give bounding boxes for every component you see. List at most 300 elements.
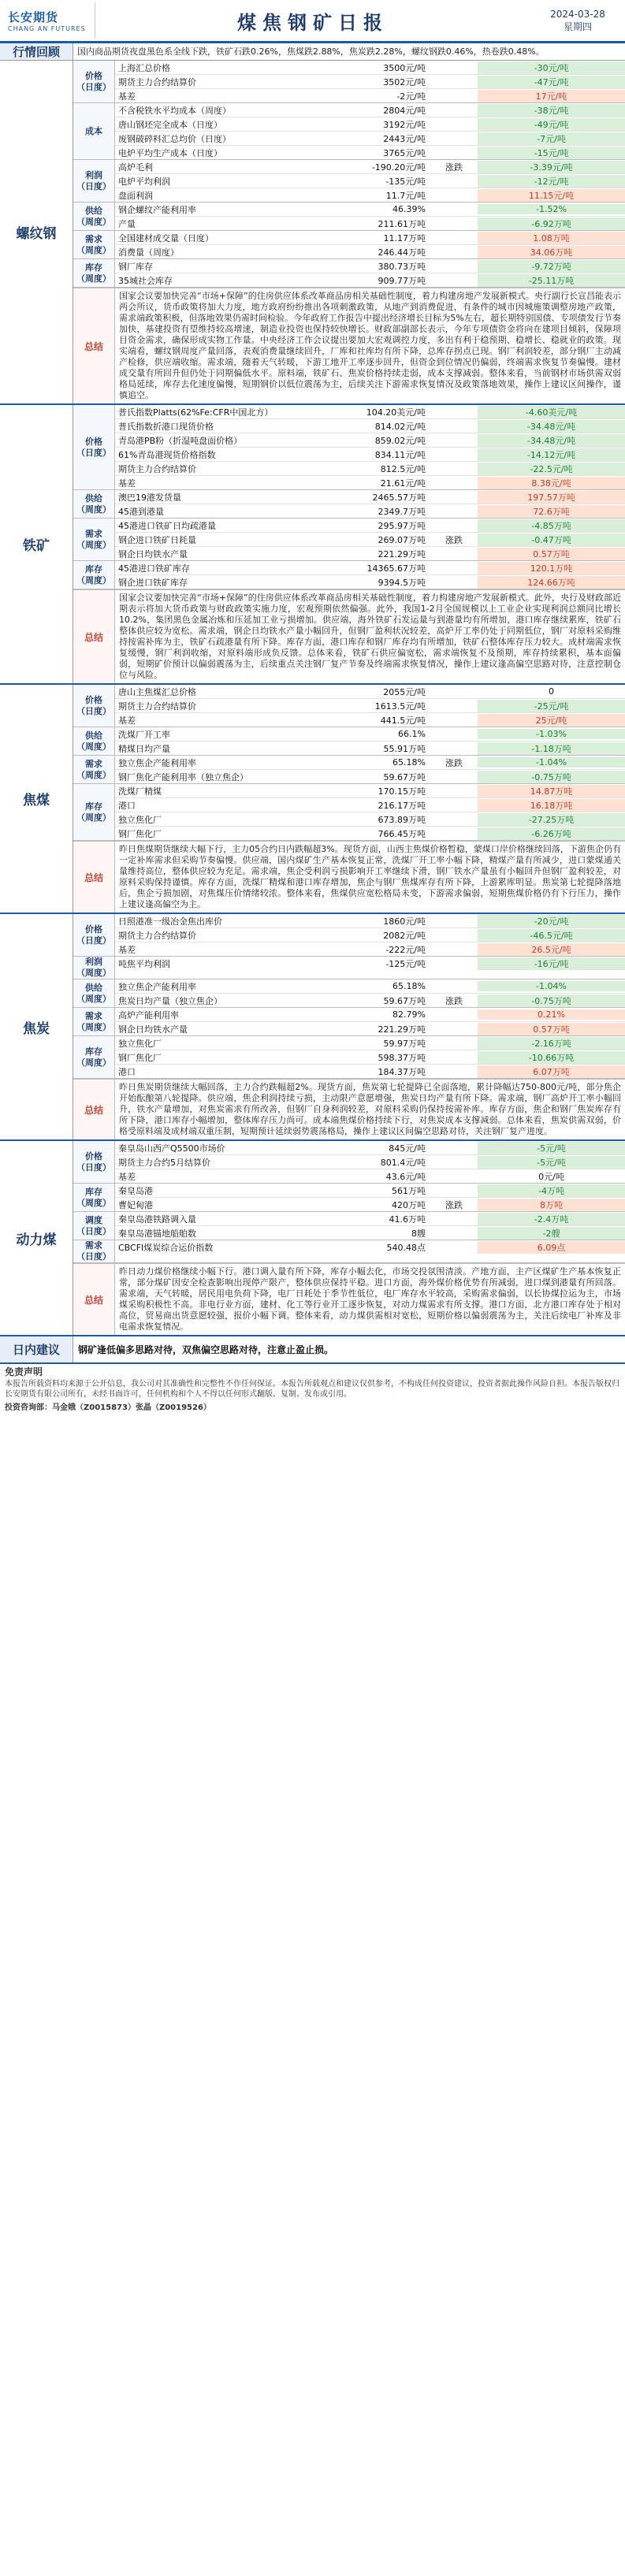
company-logo xyxy=(3,2,95,39)
table-row xyxy=(115,405,625,419)
metric-name: 青岛港PB粉（折湿吨盘面价格） xyxy=(118,435,243,446)
table-row xyxy=(115,203,625,217)
group-label: 库存 （周度） xyxy=(73,1184,115,1211)
analyst-info: 投资咨询部：马金娥（Z0015873）张晶（Z0019526） xyxy=(5,1403,211,1412)
table-row xyxy=(115,699,625,713)
metric-value: 1613.5元/吨 xyxy=(374,701,426,712)
section-summary xyxy=(73,288,625,403)
metric-change: 25元/吨 xyxy=(478,714,625,727)
summary-label: 总结 xyxy=(73,1080,115,1139)
metric-name: 盘面利润 xyxy=(118,190,153,201)
summary-label: 总结 xyxy=(73,842,115,913)
metric-name: 废钢破碎料汇总均价（日度） xyxy=(118,133,231,144)
metric-name: 港口 xyxy=(118,800,136,811)
section-body xyxy=(73,405,625,683)
metric-name: 上海汇总价格 xyxy=(118,62,170,73)
table-row xyxy=(115,89,625,102)
logo-cn: 长安期货 xyxy=(8,10,59,24)
group-label: 成本 xyxy=(73,103,115,159)
metric-change: -15元/吨 xyxy=(478,147,625,159)
metric-change: -0.47万吨 xyxy=(478,533,625,546)
metric-change: 120.1万吨 xyxy=(478,562,625,574)
metric-name: 高炉毛利 xyxy=(118,162,153,173)
group-label: 需求 （日度） xyxy=(73,1240,115,1262)
metric-name: 期货主力合约结算价 xyxy=(118,930,196,941)
summary-label: 总结 xyxy=(73,1264,115,1335)
metric-value: 46.39% xyxy=(392,204,426,214)
metric-value: 9394.5万吨 xyxy=(378,577,426,588)
metric-name: 独立焦企产能利用率 xyxy=(118,757,196,768)
metric-value: 598.37万吨 xyxy=(378,1052,426,1063)
metric-change: -25元/吨 xyxy=(478,700,625,712)
metric-change: -6.26万吨 xyxy=(478,827,625,840)
disclaimer xyxy=(0,1364,625,1416)
metric-value: 59.67万吨 xyxy=(383,995,426,1006)
table-row xyxy=(115,994,625,1007)
group-label: 价格 （日度） xyxy=(73,405,115,489)
metric-value: 673.89万吨 xyxy=(378,814,426,825)
table-row xyxy=(115,827,625,840)
table-row xyxy=(115,462,625,476)
metric-value: 43.6元/吨 xyxy=(385,1171,426,1182)
metric-name: 高炉产能利用率 xyxy=(118,1009,179,1020)
metric-change: -4.60美元/吨 xyxy=(478,406,625,418)
metric-change: -14.12元/吨 xyxy=(478,448,625,461)
metric-group xyxy=(73,203,625,231)
metric-name: 独立焦化厂 xyxy=(118,814,162,825)
metric-change: -5元/吨 xyxy=(478,1156,625,1169)
section-body xyxy=(73,61,625,403)
metric-change: 26.5元/吨 xyxy=(478,943,625,956)
table-row xyxy=(115,784,625,798)
metric-name: 曹妃甸港 xyxy=(118,1199,153,1210)
table-row xyxy=(115,1240,625,1254)
table-row xyxy=(115,188,625,202)
metric-change: -7元/吨 xyxy=(478,132,625,145)
metric-change: -0.75万吨 xyxy=(478,771,625,783)
section-summary xyxy=(73,841,625,913)
metric-value: 3502元/吨 xyxy=(383,76,426,87)
group-label: 库存 （周度） xyxy=(73,784,115,840)
section-rebar xyxy=(0,61,625,405)
metric-name: 普氏指数折港口现货价格 xyxy=(118,421,214,432)
metric-value: 845元/吨 xyxy=(389,1143,426,1154)
group-label: 供给 （周度） xyxy=(73,490,115,518)
metric-name: 钢企日均铁水产量 xyxy=(118,548,188,559)
metric-value: -2元/吨 xyxy=(396,91,426,102)
metric-value: 2465.57万吨 xyxy=(372,492,426,503)
metric-name: 电炉平均生产成本（日度） xyxy=(118,147,222,158)
metric-name: 钢企进口铁矿日耗量 xyxy=(118,534,196,545)
table-row xyxy=(115,713,625,727)
metric-name: 期货主力合约结算价 xyxy=(118,463,196,474)
group-label: 价格 （日度） xyxy=(73,61,115,102)
metric-group xyxy=(73,1008,625,1036)
metric-value: 859.02元/吨 xyxy=(374,435,426,446)
metric-change: -34.48元/吨 xyxy=(478,434,625,447)
metric-name: 日照港准一级冶金焦出库价 xyxy=(118,916,222,927)
metric-name: 不含税铁水平均成本（周度） xyxy=(118,105,231,116)
metric-value: 65.18% xyxy=(392,981,426,991)
table-row xyxy=(115,132,625,146)
summary-label: 总结 xyxy=(73,288,115,403)
table-row xyxy=(115,1212,625,1226)
section-coking_coal xyxy=(0,685,625,914)
table-row xyxy=(115,928,625,942)
metric-group xyxy=(73,405,625,490)
metric-value: 834.11元/吨 xyxy=(374,449,426,460)
section-label: 焦煤 xyxy=(0,685,73,913)
metric-change: -9.72万吨 xyxy=(478,260,625,273)
market-review-label: 行情回顾 xyxy=(0,43,73,60)
metric-group xyxy=(73,979,625,1008)
metric-name: 秦皇岛港 xyxy=(118,1185,153,1196)
section-body xyxy=(73,914,625,1139)
metric-value: 540.48点 xyxy=(386,1242,426,1253)
table-row xyxy=(115,914,625,928)
section-label: 螺纹钢 xyxy=(0,61,73,403)
metric-value: 11.7元/吨 xyxy=(385,190,426,201)
section-body xyxy=(73,685,625,913)
metric-change: -1.04% xyxy=(478,981,625,991)
table-row xyxy=(115,75,625,89)
metric-name: 基差 xyxy=(118,715,136,726)
metric-change: -22.5元/吨 xyxy=(478,463,625,475)
metric-value: -135元/吨 xyxy=(385,176,426,187)
summary-text: 昨日焦炭期货继续大幅回落，主力合约跌幅超2%。现货方面，焦炭第七轮提降已全面落地，累计降幅达750-800元/吨，部分焦企开始酝酿第八轮提降。供应端，焦企利润持续亏损，主动限产意愿增强，焦炭日均产量有所下降。需求端，钢厂高炉开工率小幅回升，铁水产量增加，对焦炭需求有所改善，但钢厂自身利润较差，对原料采购仍保持按需补库。库存方面，焦企和钢厂焦炭库存有所下降，港口库存小幅增加，整体库存压力尚可。成本端焦煤价格持续下行，对焦炭成本支撑减弱。总体来看，焦炭供需双弱，价格受原料端及成材端双重压制，短期预计延续弱势震荡格局，操作上建议区间偏空思路对待，关注钢厂复产进度。 xyxy=(119,1082,621,1136)
metric-name: 秦皇岛山西产Q5500市场价 xyxy=(118,1143,225,1154)
metric-group xyxy=(73,231,625,259)
metric-name: 唐山主焦煤汇总价格 xyxy=(118,686,196,697)
metric-group xyxy=(73,957,625,979)
section-thermal_coal xyxy=(0,1141,625,1336)
table-row xyxy=(115,174,625,188)
metric-change: 0.57万吨 xyxy=(478,548,625,560)
metric-group xyxy=(73,490,625,519)
summary-label: 总结 xyxy=(73,590,115,683)
metric-name: 秦皇岛港铁路调入量 xyxy=(118,1214,196,1225)
group-label: 供给 （周度） xyxy=(73,979,115,1007)
advice-label: 日内建议 xyxy=(0,1336,73,1362)
metric-group xyxy=(73,103,625,160)
table-row xyxy=(115,61,625,75)
metric-value: 11.17万吨 xyxy=(383,232,426,243)
table-row xyxy=(115,1050,625,1065)
metric-value: 766.45万吨 xyxy=(378,828,426,839)
metric-name: 消费量（周度） xyxy=(118,247,179,258)
metric-group xyxy=(73,1036,625,1079)
group-label: 供给 （周度） xyxy=(73,727,115,755)
group-label: 调度 （日度） xyxy=(73,1212,115,1240)
section-summary xyxy=(73,1263,625,1335)
metric-value: 2349.7万吨 xyxy=(378,506,426,517)
metric-change: -12元/吨 xyxy=(478,175,625,188)
metric-value: 2082元/吨 xyxy=(383,930,426,941)
table-row xyxy=(115,547,625,560)
metric-name: 钢厂库存 xyxy=(118,261,153,272)
group-label: 库存 （周度） xyxy=(73,259,115,287)
metric-name: 港口 xyxy=(118,1066,136,1077)
trend-label: 涨跌 xyxy=(445,995,463,1006)
metric-name: 期货主力合约5月结算价 xyxy=(118,1157,210,1168)
metric-group xyxy=(73,61,625,103)
metric-value: -222元/吨 xyxy=(385,944,426,955)
metric-value: 3500元/吨 xyxy=(383,62,426,73)
metric-value: 2055元/吨 xyxy=(383,686,426,697)
advice-text: 钢矿逢低偏多思路对待，双焦偏空思路对待，注意止盈止损。 xyxy=(78,1344,334,1355)
metric-change: -0.75万吨 xyxy=(478,994,625,1007)
metric-value: 295.97万吨 xyxy=(378,520,426,531)
table-row xyxy=(115,504,625,518)
group-label: 库存 （周度） xyxy=(73,1036,115,1078)
metric-change: 1.08万吨 xyxy=(478,232,625,244)
metric-change: -4万吨 xyxy=(478,1184,625,1197)
metric-name: 基差 xyxy=(118,1171,136,1182)
group-label: 利润 （周度） xyxy=(73,957,115,979)
summary-text: 昨日焦煤期货继续大幅下行，主力05合约日内跌幅超3%。现货方面，山西主焦煤价格暂稳，蒙煤口岸价格继续回落，下游焦企仍有一定补库需求但采购节奏偏慢。供应端，国内煤矿生产基本恢复正常，洗煤厂开工率小幅下降，精煤产量有所减少，进口蒙煤通关量维持高位，整体供应较为充足。需求端，焦企受利润亏损影响开工率继续下滑，钢厂铁水产量虽有小幅回升但钢厂盈利较差，对原料采购保持谨慎。库存方面，洗煤厂精煤和港口库存增加，焦企与钢厂焦煤库存有所下降，上游累库明显。焦炭第七轮提降落地后，焦企亏损加剧，对焦煤压价情绪较浓。整体来看，焦煤供应宽松格局未变，下游需求偏弱，短期焦煤价格仍有下行压力，操作上建议逢高偏空为主。 xyxy=(119,844,621,909)
metric-change: -1.04% xyxy=(478,757,625,768)
summary-text: 国家会议要加快完善“市场+保障”的住房供应体系改革商品房相关基础性制度，着力构建房地产发展新模式。此外，央行及财政部近期表示将加大货币政策与财政政策实施力度，宏观预期依然偏强。此外，我国1-2月全国规模以上工业企业实现利润总额同比增长10.2%，集团黑色金属冶炼和压延加工业亏损增加。供应端，海外铁矿石发运量与到港量均有所增加，港口库存继续累库，铁矿石整体供应较为宽松。需求端，钢企日均铁水产量小幅回升，但钢厂盈利状况较差，高炉开工率仍处于同期低位，钢厂对原料采购维持按需补库为主，铁矿石疏港量有所下降。库存方面，港口库存和钢厂库存均有所增加，铁矿石整体库存压力较大。成材端需求恢复缓慢，钢厂利润收缩，对原料端形成负反馈。总体来看，铁矿石供应偏宽松，需求端恢复不及预期，库存持续累积，基本面偏弱，短期矿价预计以偏弱震荡为主，后续重点关注钢厂复产节奏及终端需求恢复情况，操作上建议逢高偏空思路对待，注意控制仓位与风险。 xyxy=(119,593,621,680)
metric-value: 59.97万吨 xyxy=(383,1038,426,1049)
table-row xyxy=(115,756,625,770)
table-row xyxy=(115,1036,625,1050)
metric-name: 基差 xyxy=(118,944,136,955)
metric-name: 吨焦平均利润 xyxy=(118,958,170,969)
metric-value: 211.61万吨 xyxy=(378,218,426,229)
metric-name: 期货主力合约结算价 xyxy=(118,76,196,87)
report-weekday: 星期四 xyxy=(563,21,592,32)
metric-value: 59.67万吨 xyxy=(383,771,426,782)
section-label: 铁矿 xyxy=(0,405,73,683)
metric-group xyxy=(73,519,625,561)
metric-value: 3192元/吨 xyxy=(383,119,426,130)
table-row xyxy=(115,979,625,994)
metric-name: 电炉平均利润 xyxy=(118,176,170,187)
metric-value: 441.5元/吨 xyxy=(380,715,426,726)
metric-change: -2.16万吨 xyxy=(478,1037,625,1050)
metric-name: 基差 xyxy=(118,91,136,102)
metric-change: -10.66万吨 xyxy=(478,1051,625,1064)
section-label: 焦炭 xyxy=(0,914,73,1139)
trend-label: 涨跌 xyxy=(445,534,463,545)
metric-group xyxy=(73,914,625,957)
table-row xyxy=(115,160,625,174)
metric-name: 钢企日均铁水产量 xyxy=(118,1024,188,1035)
metric-name: 钢企进口铁矿库存 xyxy=(118,577,188,588)
table-row xyxy=(115,231,625,245)
metric-change: 6.07万吨 xyxy=(478,1065,625,1078)
metric-group xyxy=(73,784,625,841)
metric-change: -3.39元/吨 xyxy=(478,161,625,173)
metric-value: 812.5元/吨 xyxy=(380,463,426,474)
table-row xyxy=(115,117,625,132)
group-label: 需求 （周度） xyxy=(73,231,115,258)
metric-value: 909.77万吨 xyxy=(378,275,426,286)
metric-value: 65.18% xyxy=(392,757,426,768)
metric-value: 221.29万吨 xyxy=(378,1024,426,1035)
section-ore xyxy=(0,405,625,685)
metric-name: 45港到港量 xyxy=(118,506,164,517)
metric-change: -30元/吨 xyxy=(478,61,625,74)
table-row xyxy=(115,1008,625,1022)
metric-change: 72.6万吨 xyxy=(478,505,625,518)
disclaimer-text: 本报告所载资料均来源于公开信息，我公司对其准确性和完整性不作任何保证。本报告所载观点和建议仅供参考，不构成任何投资建议，投资者据此操作风险自担。本报告版权归长安期货有限公司所有，未经书面许可，任何机构和个人不得以任何形式翻版、复制、发布或引用。 xyxy=(5,1380,619,1399)
metric-name: 45港进口铁矿日均疏港量 xyxy=(118,520,216,531)
metric-change: -38元/吨 xyxy=(478,104,625,117)
table-row xyxy=(115,448,625,462)
metric-change: -46.5元/吨 xyxy=(478,929,625,942)
section-summary xyxy=(73,589,625,683)
logo-en: CHANG AN FUTURES xyxy=(8,25,86,32)
metric-value: 420万吨 xyxy=(392,1199,426,1210)
metric-change: 0.21% xyxy=(478,1009,625,1020)
table-row xyxy=(115,685,625,699)
metric-group xyxy=(73,259,625,288)
table-row xyxy=(115,812,625,827)
table-row xyxy=(115,419,625,433)
metric-name: 唐山钢坯完全成本（日度） xyxy=(118,119,222,130)
table-row xyxy=(115,770,625,783)
metric-value: 55.91万吨 xyxy=(383,743,426,754)
metric-change: -2艘 xyxy=(478,1227,625,1240)
metric-name: 洗煤厂精煤 xyxy=(118,786,162,797)
metric-group xyxy=(73,160,625,203)
metric-value: 2804元/吨 xyxy=(383,105,426,116)
metric-change: -4.85万吨 xyxy=(478,519,625,532)
table-row xyxy=(115,1022,625,1035)
metric-name: 钢厂焦化厂 xyxy=(118,828,162,839)
section-coke xyxy=(0,914,625,1141)
metric-name: 独立焦企产能利用率 xyxy=(118,981,196,992)
metric-value: 41.6万吨 xyxy=(389,1214,426,1225)
metric-group xyxy=(73,1184,625,1212)
metric-change: -27.25万吨 xyxy=(478,813,625,826)
metric-change: -49元/吨 xyxy=(478,118,625,131)
metric-change: -1.52% xyxy=(478,204,625,214)
table-row xyxy=(115,798,625,812)
metric-change: -1.03% xyxy=(478,729,625,739)
metric-group xyxy=(73,685,625,727)
group-label: 需求 （周度） xyxy=(73,756,115,783)
metric-change: 14.87万吨 xyxy=(478,785,625,797)
metric-name: 钢厂焦化产能利用率（独立焦企） xyxy=(118,771,248,782)
table-row xyxy=(115,433,625,448)
metric-value: 801.4元/吨 xyxy=(380,1157,426,1168)
metric-change: 197.57万吨 xyxy=(478,491,625,504)
metric-change: 34.06万吨 xyxy=(478,246,625,258)
metric-name: 45港进口铁矿库存 xyxy=(118,563,190,574)
metric-value: 104.20美元/吨 xyxy=(366,407,426,418)
metric-change: 11.15元/吨 xyxy=(478,189,625,202)
metric-name: 秦皇岛港锚地船舶数 xyxy=(118,1228,196,1239)
table-row xyxy=(115,942,625,956)
metric-value: 221.29万吨 xyxy=(378,548,426,559)
metric-name: 澳巴19港发货量 xyxy=(118,492,181,503)
metric-change: -1.18万吨 xyxy=(478,742,625,755)
table-row xyxy=(115,273,625,287)
sections-container xyxy=(0,61,625,1336)
metric-value: 2443元/吨 xyxy=(383,133,426,144)
metric-value: 380.73万吨 xyxy=(378,261,426,272)
metric-name: 普氏指数Platts(62%Fe:CFR中国北方） xyxy=(118,407,273,418)
metric-name: 钢企螺纹产能利用率 xyxy=(118,204,196,215)
metric-name: CBCFI煤炭综合运价指数 xyxy=(118,1242,214,1253)
table-row xyxy=(115,103,625,117)
market-review-text: 国内商品期货夜盘黑色系全线下跌，铁矿石跌0.26%，焦煤跌2.88%，焦炭跌2.28%，螺纹钢跌0.46%，热卷跌0.48%。 xyxy=(77,46,545,57)
metric-value: 269.07万吨 xyxy=(378,534,426,545)
table-row xyxy=(115,742,625,755)
metric-change: -25.11万吨 xyxy=(478,274,625,287)
table-row xyxy=(115,476,625,489)
metric-change: 16.18万吨 xyxy=(478,799,625,812)
metric-change: -6.92万吨 xyxy=(478,217,625,230)
metric-group xyxy=(73,1212,625,1240)
table-row xyxy=(115,245,625,258)
metric-value: -125元/吨 xyxy=(385,958,426,969)
intraday-advice xyxy=(0,1336,625,1364)
metric-name: 61%青岛港现货价格指数 xyxy=(118,449,216,460)
table-row xyxy=(115,575,625,589)
table-row xyxy=(115,217,625,230)
metric-name: 基差 xyxy=(118,478,136,489)
metric-name: 全国建材成交量（日度） xyxy=(118,232,214,243)
table-row xyxy=(115,1198,625,1211)
report-title: 煤焦钢矿日报 xyxy=(237,11,389,34)
metric-change: -47元/吨 xyxy=(478,76,625,88)
group-label: 利润 （日度） xyxy=(73,160,115,202)
metric-change: 8.38元/吨 xyxy=(478,477,625,489)
metric-name: 精煤日均产量 xyxy=(118,743,170,754)
metric-value: 561万吨 xyxy=(392,1185,426,1196)
table-row xyxy=(115,490,625,504)
metric-group xyxy=(73,1141,625,1184)
metric-change: -16元/吨 xyxy=(478,957,625,970)
metric-change: 8万吨 xyxy=(478,1199,625,1211)
metric-group xyxy=(73,561,625,589)
metric-value: 170.15万吨 xyxy=(378,786,426,797)
metric-change: -20元/吨 xyxy=(478,915,625,927)
group-label: 库存 （周度） xyxy=(73,561,115,589)
summary-text: 昨日动力煤价格继续小幅下行。港口调入量有所下降，库存小幅去化，市场交投氛围清淡。产地方面，主产区煤矿生产基本恢复正常，部分煤矿因安全检查影响出现停产限产，整体供应保持平稳。进口方面，海外煤价格优势有所减弱，进口煤到港量有所回落。需求端，天气转暖，居民用电负荷下降，电厂日耗处于季节性低位，电厂库存水平较高，采购需求偏弱，以长协煤拉运为主，市场煤采购积极性不高。非电行业方面，建材、化工等行业开工逐步恢复，对动力煤需求有所支撑。港口方面，北方港口库存处于相对高位，贸易商出货意愿较强，报价小幅下调。整体来看，动力煤供需相对宽松，短期价格以偏弱震荡为主，关注后续电厂补库及非电需求恢复情况。 xyxy=(119,1266,621,1332)
metric-group xyxy=(73,1240,625,1263)
metric-change: 0元/吨 xyxy=(478,1170,625,1183)
trend-label: 涨跌 xyxy=(445,162,463,173)
metric-value: 21.61元/吨 xyxy=(380,478,426,489)
table-row xyxy=(115,957,625,970)
group-label: 价格 （日度） xyxy=(73,1141,115,1183)
metric-value: 216.17万吨 xyxy=(378,800,426,811)
group-label: 需求 （周度） xyxy=(73,1008,115,1035)
metric-name: 35城社会库存 xyxy=(118,275,173,286)
metric-value: 66.1% xyxy=(398,729,426,739)
group-label: 价格 （日度） xyxy=(73,685,115,727)
table-row xyxy=(115,1141,625,1155)
metric-name: 独立焦化厂 xyxy=(118,1038,162,1049)
trend-label: 涨跌 xyxy=(445,757,463,768)
metric-name: 洗煤厂开工率 xyxy=(118,729,170,740)
metric-value: 8艘 xyxy=(411,1228,426,1239)
metric-name: 期货主力合约结算价 xyxy=(118,701,196,712)
table-row xyxy=(115,1065,625,1078)
metric-name: 焦炭日均产量（独立焦企） xyxy=(118,995,222,1006)
disclaimer-title: 免责声明 xyxy=(5,1366,43,1377)
metric-value: 14365.67万吨 xyxy=(366,563,426,574)
metric-value: 814.02元/吨 xyxy=(374,421,426,432)
metric-name: 钢厂焦化厂 xyxy=(118,1052,162,1063)
metric-value: 3765元/吨 xyxy=(383,147,426,158)
metric-group xyxy=(73,756,625,784)
metric-change: -34.48元/吨 xyxy=(478,420,625,433)
